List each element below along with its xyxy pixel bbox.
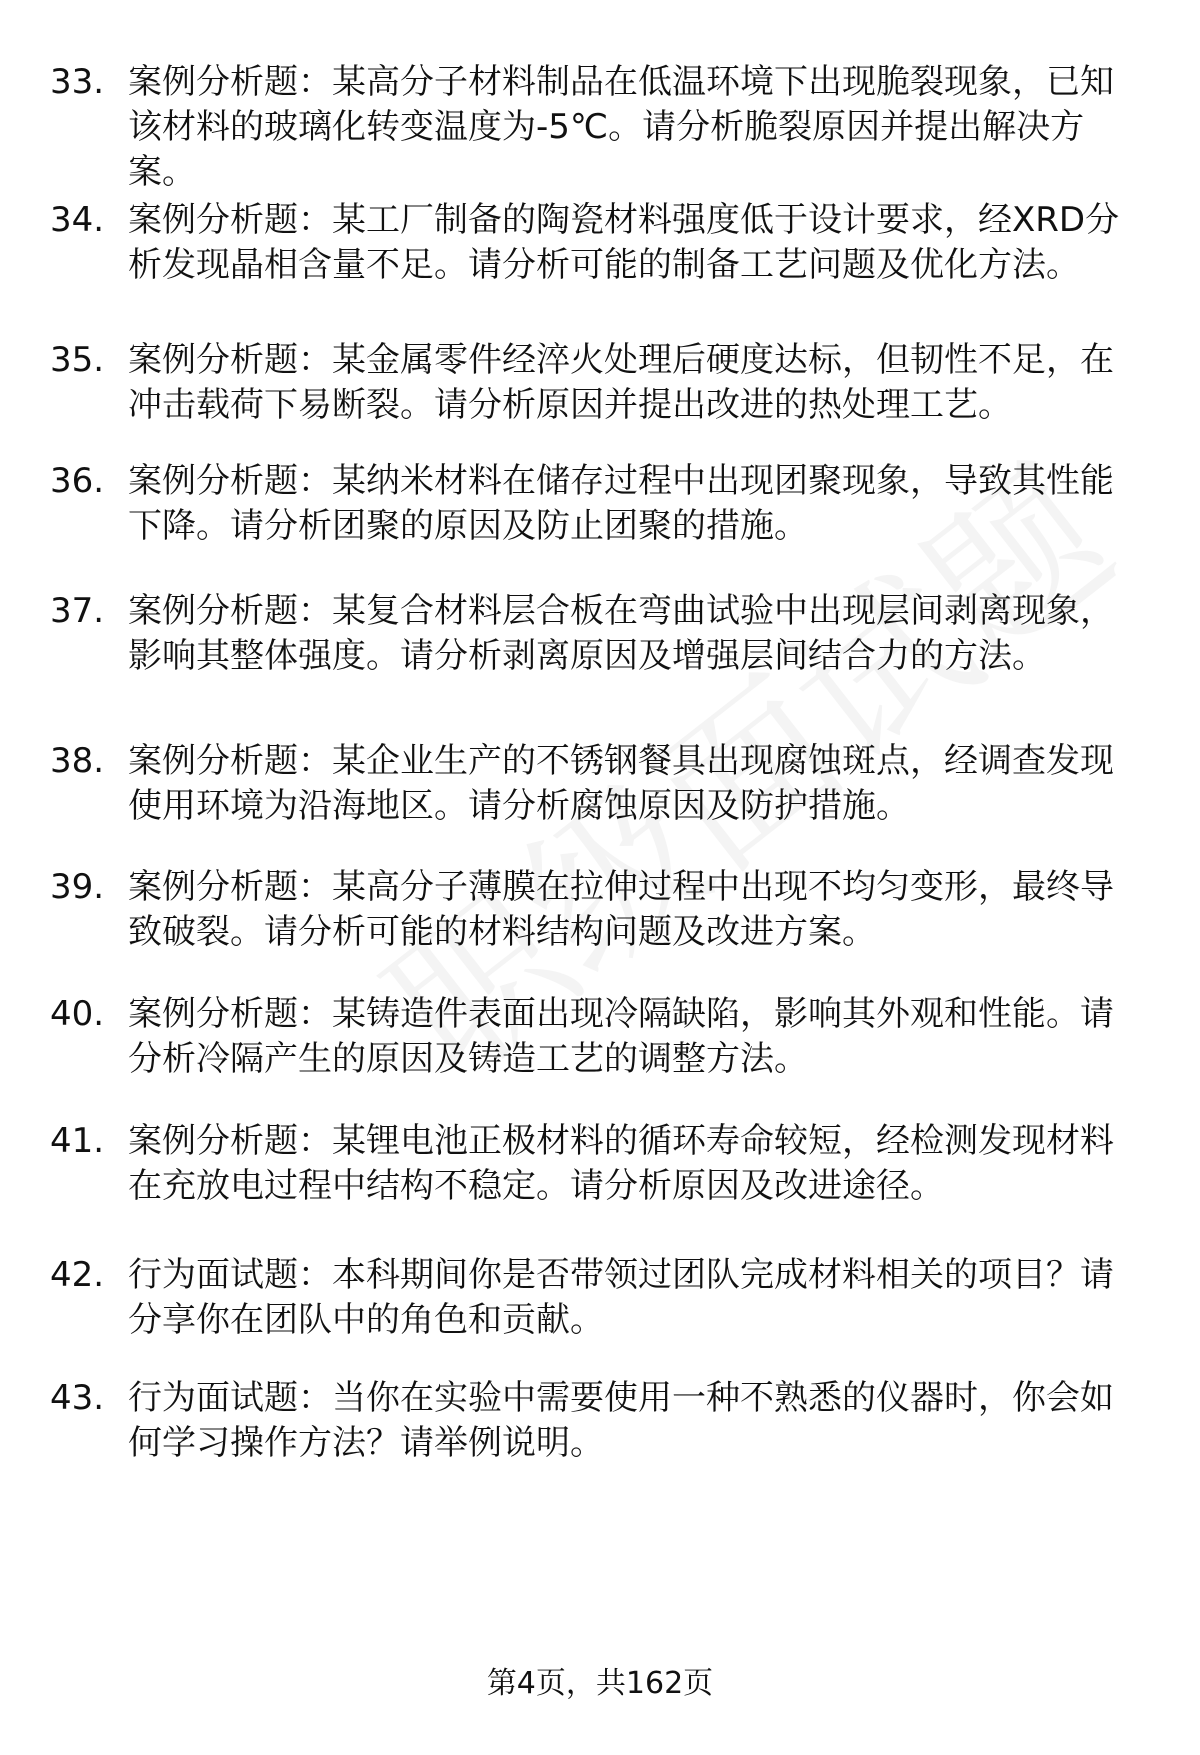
question-item xyxy=(0,589,1200,739)
question-number: 38. xyxy=(50,741,105,781)
question-number: 41. xyxy=(50,1121,105,1161)
question-text: 案例分析题：某高分子薄膜在拉伸过程中出现不均匀变形，最终导致破裂。请分析可能的材料结构问题及改进方案。 xyxy=(128,867,1114,952)
question-text: 案例分析题：某金属零件经淬火处理后硬度达标，但韧性不足，在冲击载荷下易断裂。请分析原因并提出改进的热处理工艺。 xyxy=(128,340,1114,425)
question-item xyxy=(0,459,1200,589)
question-text: 案例分析题：某纳米材料在储存过程中出现团聚现象，导致其性能下降。请分析团聚的原因及防止团聚的措施。 xyxy=(128,461,1114,546)
question-number: 42. xyxy=(50,1255,105,1295)
question-text: 案例分析题：某工厂制备的陶瓷材料强度低于设计要求，经XRD分析发现晶相含量不足。请分析可能的制备工艺问题及优化方法。 xyxy=(128,200,1120,285)
question-text: 案例分析题：某企业生产的不锈钢餐具出现腐蚀斑点，经调查发现使用环境为沿海地区。请分析腐蚀原因及防护措施。 xyxy=(128,741,1114,826)
question-text: 案例分析题：某复合材料层合板在弯曲试验中出现层间剥离现象，影响其整体强度。请分析剥离原因及增强层间结合力的方法。 xyxy=(128,591,1114,676)
question-item xyxy=(0,739,1200,865)
question-number: 34. xyxy=(50,200,105,240)
question-text: 案例分析题：某铸造件表面出现冷隔缺陷，影响其外观和性能。请分析冷隔产生的原因及铸造工艺的调整方法。 xyxy=(128,994,1114,1079)
question-number: 43. xyxy=(50,1378,105,1418)
question-text: 案例分析题：某高分子材料制品在低温环境下出现脆裂现象，已知该材料的玻璃化转变温度为-5℃。请分析脆裂原因并提出解决方案。 xyxy=(128,62,1114,192)
question-item xyxy=(0,992,1200,1119)
question-text: 案例分析题：某锂电池正极材料的循环寿命较短，经检测发现材料在充放电过程中结构不稳定。请分析原因及改进途径。 xyxy=(128,1121,1114,1206)
question-item xyxy=(0,1376,1200,1471)
question-item xyxy=(0,338,1200,459)
question-number: 37. xyxy=(50,591,105,631)
question-number: 39. xyxy=(50,867,105,907)
question-item xyxy=(0,865,1200,992)
question-item xyxy=(0,1119,1200,1253)
question-number: 36. xyxy=(50,461,105,501)
question-number: 40. xyxy=(50,994,105,1034)
question-item xyxy=(0,198,1200,338)
question-number: 33. xyxy=(50,62,105,102)
page-number-footer: 第4页，共162页 xyxy=(486,1666,714,1701)
question-item xyxy=(0,60,1200,198)
question-text: 行为面试题：当你在实验中需要使用一种不熟悉的仪器时，你会如何学习操作方法？请举例说明。 xyxy=(128,1378,1114,1463)
question-number: 35. xyxy=(50,340,105,380)
question-item xyxy=(0,1253,1200,1376)
question-list xyxy=(0,60,1200,1471)
question-text: 行为面试题：本科期间你是否带领过团队完成材料相关的项目？请分享你在团队中的角色和贡献。 xyxy=(128,1255,1114,1340)
